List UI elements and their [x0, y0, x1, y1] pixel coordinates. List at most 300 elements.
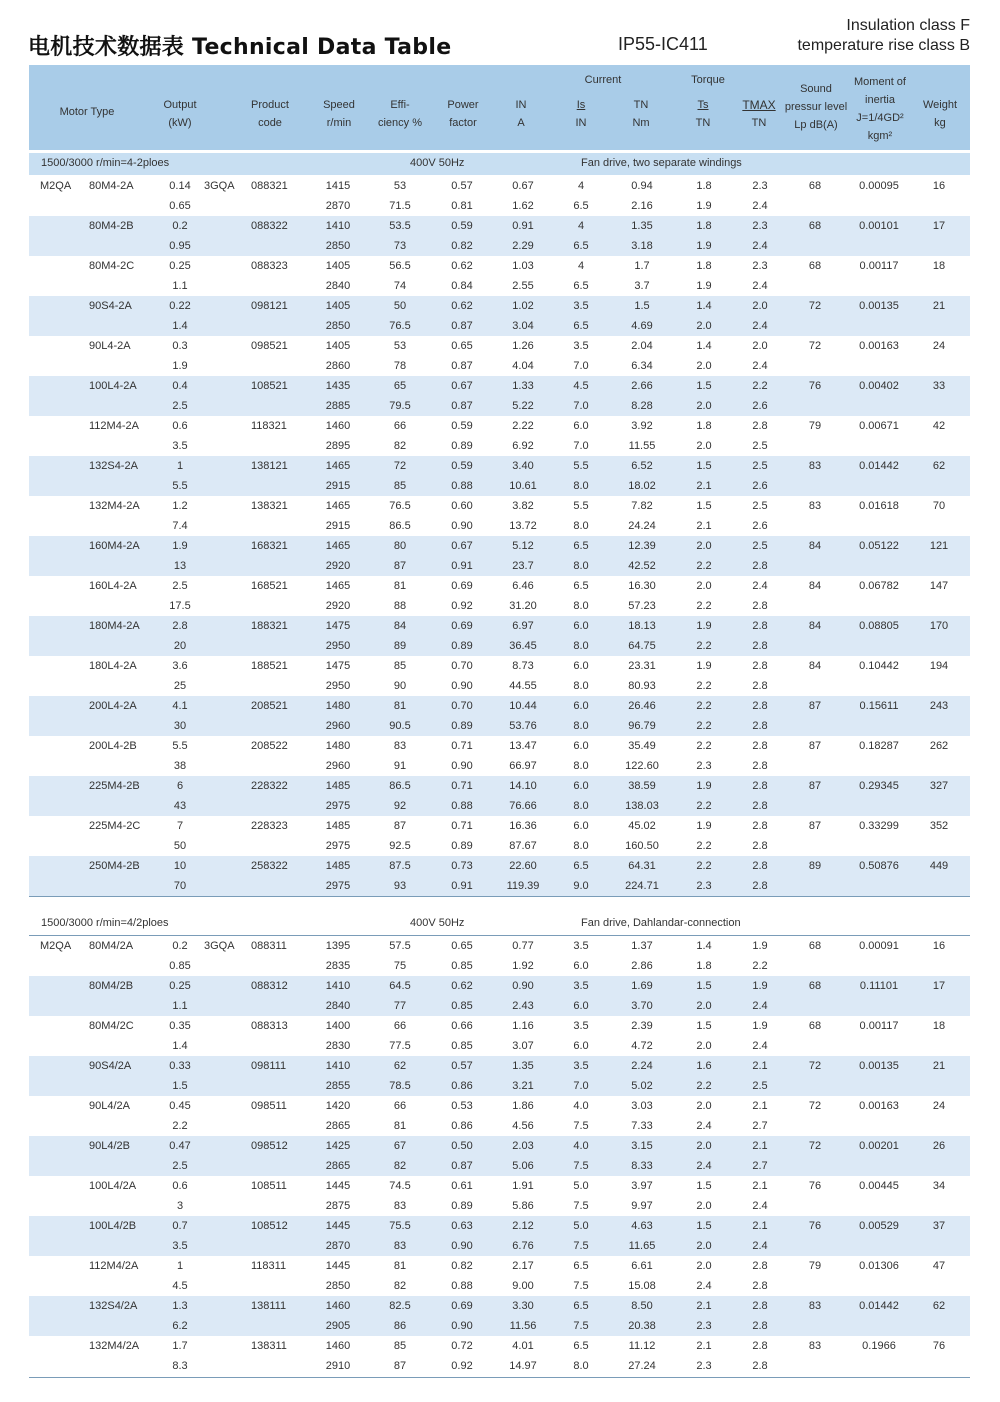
torque-ts-value: 1.9	[696, 200, 712, 212]
torque-ts-value: 2.2	[696, 560, 712, 572]
current-is-value: 7.5	[573, 1200, 589, 1212]
current-is-value: 8.0	[573, 1360, 589, 1372]
current-in-value: 5.12	[512, 540, 534, 552]
current-in-value: 5.22	[512, 400, 534, 412]
motor-type: 132M4/2A	[89, 1340, 140, 1352]
row-line-high-speed	[29, 1316, 970, 1336]
inertia-value: 0.00117	[859, 260, 899, 272]
torque-tn-value: 3.7	[634, 280, 650, 292]
sound-value: 84	[808, 540, 822, 552]
motor-type: 250M4-2B	[89, 860, 140, 872]
torque-ts-value: 1.9	[696, 620, 712, 632]
inertia-value: 0.00135	[859, 300, 899, 312]
torque-tmax-value: 2.8	[752, 620, 768, 632]
torque-tmax-value: 2.8	[752, 800, 768, 812]
current-is-value: 6.0	[573, 820, 589, 832]
row-line-low-speed	[29, 976, 970, 996]
efficiency-value: 83	[393, 740, 407, 752]
torque-tmax-value: 2.1	[752, 1060, 768, 1072]
row-line-low-speed	[29, 1216, 970, 1236]
efficiency-value: 78.5	[389, 1080, 411, 1092]
torque-tmax-value: 1.9	[752, 940, 768, 952]
col-is: Is IN	[575, 99, 587, 129]
row-line-high-speed	[29, 836, 970, 856]
torque-ts-value: 2.0	[696, 400, 712, 412]
efficiency-value: 82	[393, 1280, 407, 1292]
power-factor-value: 0.90	[451, 760, 473, 772]
efficiency-value: 76.5	[389, 500, 411, 512]
product-code: 188321	[251, 620, 288, 632]
weight-value: 121	[929, 540, 949, 552]
torque-tmax-value: 2.5	[752, 460, 768, 472]
efficiency-value: 77.5	[389, 1040, 411, 1052]
current-in-value: 2.03	[512, 1140, 534, 1152]
output-value: 20	[173, 640, 187, 652]
torque-tn-value: 8.33	[631, 1160, 653, 1172]
power-factor-value: 0.87	[451, 400, 473, 412]
sound-value: 68	[808, 980, 822, 992]
product-code: 118321	[251, 420, 287, 432]
power-factor-value: 0.90	[451, 680, 473, 692]
col-power-factor: Power factor	[447, 99, 479, 129]
current-in-value: 6.46	[512, 580, 534, 592]
sound-value: 87	[808, 820, 822, 832]
sound-value: 72	[808, 1100, 822, 1112]
current-in-value: 2.43	[512, 1000, 534, 1012]
section-drive: Fan drive, Dahlandar-connection	[581, 917, 741, 929]
col-group-current: Current	[584, 74, 622, 86]
torque-tn-value: 6.52	[631, 460, 653, 472]
torque-ts-value: 2.4	[696, 1120, 712, 1132]
sound-value: 76	[808, 1220, 822, 1232]
row-line-low-speed	[29, 536, 970, 556]
current-in-value: 1.03	[512, 260, 534, 272]
inertia-value: 0.00529	[859, 1220, 899, 1232]
col-weight: Weight kg	[922, 99, 958, 129]
torque-tmax-value: 2.8	[752, 660, 768, 672]
torque-ts-value: 1.5	[696, 980, 712, 992]
row-line-low-speed	[29, 216, 970, 236]
weight-value: 26	[932, 1140, 946, 1152]
current-in-value: 1.33	[512, 380, 534, 392]
efficiency-value: 50	[393, 300, 407, 312]
sound-value: 68	[808, 1020, 822, 1032]
current-is-value: 7.5	[573, 1240, 589, 1252]
speed-value: 2960	[325, 720, 351, 732]
current-is-value: 7.5	[573, 1320, 589, 1332]
torque-tmax-value: 2.8	[752, 820, 768, 832]
output-value: 6	[176, 780, 184, 792]
inertia-value: 0.29345	[859, 780, 899, 792]
torque-ts-value: 2.0	[696, 1100, 712, 1112]
torque-ts-value: 2.3	[696, 880, 712, 892]
sound-value: 83	[808, 500, 822, 512]
torque-tmax-value: 2.8	[752, 1280, 768, 1292]
product-code: 228322	[251, 780, 288, 792]
row-line-high-speed	[29, 556, 970, 576]
row-line-high-speed	[29, 476, 970, 496]
output-value: 0.3	[172, 340, 188, 352]
col-motor-type: Motor Type	[59, 106, 115, 118]
current-in-value: 87.67	[509, 840, 537, 852]
efficiency-value: 83	[393, 1240, 407, 1252]
efficiency-value: 87	[393, 560, 407, 572]
current-is-value: 3.5	[573, 1060, 589, 1072]
output-value: 0.33	[169, 1060, 191, 1072]
efficiency-value: 65	[393, 380, 407, 392]
row-line-low-speed	[29, 1176, 970, 1196]
inertia-value: 0.50876	[859, 860, 899, 872]
current-in-value: 5.86	[512, 1200, 534, 1212]
efficiency-value: 71.5	[389, 200, 411, 212]
current-in-value: 2.17	[512, 1260, 534, 1272]
speed-value: 1465	[325, 540, 351, 552]
current-is-value: 5.5	[573, 500, 589, 512]
power-factor-value: 0.70	[451, 660, 473, 672]
current-in-value: 31.20	[509, 600, 537, 612]
current-in-value: 0.67	[512, 180, 534, 192]
current-is-value: 8.0	[573, 800, 589, 812]
torque-ts-value: 1.9	[696, 280, 712, 292]
table-row	[29, 576, 970, 616]
current-is-value: 8.0	[573, 760, 589, 772]
sound-value: 68	[808, 940, 822, 952]
table-row	[29, 216, 970, 256]
efficiency-value: 81	[393, 1120, 407, 1132]
sound-value: 68	[808, 220, 822, 232]
power-factor-value: 0.57	[451, 180, 473, 192]
output-value: 0.65	[169, 200, 191, 212]
speed-value: 1400	[325, 1020, 351, 1032]
motor-type: 80M4-2C	[89, 260, 135, 272]
motor-type: 90S4-2A	[89, 300, 132, 312]
current-is-value: 7.0	[573, 400, 589, 412]
speed-value: 2975	[325, 800, 351, 812]
current-in-value: 36.45	[509, 640, 537, 652]
torque-ts-value: 2.0	[696, 320, 712, 332]
output-value: 1	[176, 1260, 184, 1272]
torque-tmax-value: 2.0	[752, 300, 768, 312]
torque-ts-value: 1.8	[696, 180, 712, 192]
torque-ts-value: 2.0	[696, 360, 712, 372]
efficiency-value: 87	[393, 1360, 407, 1372]
output-value: 2.5	[172, 1160, 188, 1172]
sound-value: 83	[808, 1340, 822, 1352]
torque-tmax-value: 2.8	[752, 1300, 768, 1312]
current-in-value: 3.82	[512, 500, 534, 512]
sound-value: 84	[808, 660, 822, 672]
torque-tn-value: 38.59	[628, 780, 656, 792]
speed-value: 1405	[325, 300, 351, 312]
torque-ts-value: 1.9	[696, 780, 712, 792]
product-code: 138321	[251, 500, 288, 512]
torque-tmax-value: 2.8	[752, 840, 768, 852]
motor-type: 132M4-2A	[89, 500, 140, 512]
row-line-low-speed	[29, 456, 970, 476]
power-factor-value: 0.62	[451, 300, 473, 312]
power-factor-value: 0.84	[451, 280, 473, 292]
inertia-value: 0.01442	[859, 1300, 899, 1312]
torque-tmax-value: 2.7	[752, 1120, 768, 1132]
torque-tmax-value: 2.8	[752, 1360, 768, 1372]
torque-tn-value: 6.61	[631, 1260, 653, 1272]
power-factor-value: 0.87	[451, 360, 473, 372]
speed-value: 1445	[325, 1220, 351, 1232]
power-factor-value: 0.86	[451, 1120, 473, 1132]
row-line-high-speed	[29, 876, 970, 896]
row-line-high-speed	[29, 956, 970, 976]
torque-tn-value: 2.86	[631, 960, 653, 972]
row-line-high-speed	[29, 716, 970, 736]
table-row	[29, 776, 970, 816]
power-factor-value: 0.71	[451, 740, 473, 752]
torque-tn-value: 23.31	[628, 660, 656, 672]
product-code: 098511	[251, 1100, 287, 1112]
motor-type: 80M4/2C	[89, 1020, 134, 1032]
torque-tn-value: 11.55	[628, 440, 656, 452]
speed-value: 2875	[325, 1200, 351, 1212]
sound-value: 87	[808, 780, 822, 792]
current-in-value: 4.04	[512, 360, 534, 372]
inertia-value: 0.00163	[859, 340, 899, 352]
torque-tmax-value: 2.8	[752, 700, 768, 712]
output-value: 5.5	[172, 480, 188, 492]
inertia-value: 0.33299	[859, 820, 899, 832]
current-is-value: 4	[577, 260, 585, 272]
efficiency-value: 53	[393, 340, 407, 352]
output-value: 50	[173, 840, 187, 852]
torque-tmax-value: 2.4	[752, 360, 768, 372]
motor-type: 100L4-2A	[89, 380, 137, 392]
torque-tn-value: 3.70	[631, 1000, 653, 1012]
weight-value: 76	[932, 1340, 946, 1352]
current-in-value: 3.21	[512, 1080, 534, 1092]
row-line-low-speed	[29, 336, 970, 356]
efficiency-value: 82	[393, 1160, 407, 1172]
current-is-value: 6.5	[573, 280, 589, 292]
current-in-value: 9.00	[512, 1280, 534, 1292]
torque-ts-value: 2.3	[696, 1320, 712, 1332]
torque-tn-value: 6.34	[631, 360, 653, 372]
torque-tmax-value: 2.8	[752, 740, 768, 752]
current-in-value: 1.35	[512, 1060, 534, 1072]
output-value: 0.4	[172, 380, 188, 392]
current-is-value: 5.5	[573, 460, 589, 472]
current-in-value: 13.72	[509, 520, 537, 532]
row-line-low-speed	[29, 616, 970, 636]
torque-ts-value: 1.8	[696, 220, 712, 232]
torque-tmax-value: 2.3	[752, 260, 768, 272]
weight-value: 16	[932, 180, 946, 192]
current-is-value: 8.0	[573, 680, 589, 692]
speed-value: 1460	[325, 1340, 351, 1352]
inertia-value: 0.1966	[862, 1340, 896, 1352]
row-line-low-speed	[29, 1256, 970, 1276]
torque-tn-value: 3.03	[631, 1100, 653, 1112]
weight-value: 47	[932, 1260, 946, 1272]
current-is-value: 7.0	[573, 1080, 589, 1092]
row-line-low-speed	[29, 856, 970, 876]
speed-value: 2840	[325, 1000, 351, 1012]
output-value: 13	[173, 560, 187, 572]
row-line-high-speed	[29, 516, 970, 536]
torque-ts-value: 2.2	[696, 720, 712, 732]
speed-value: 2860	[325, 360, 351, 372]
torque-ts-value: 1.5	[696, 1220, 712, 1232]
sound-value: 72	[808, 1140, 822, 1152]
motor-type: 180M4-2A	[89, 620, 140, 632]
power-factor-value: 0.67	[451, 540, 473, 552]
row-line-low-speed	[29, 696, 970, 716]
code-prefix: 3GQA	[204, 180, 235, 192]
weight-value: 24	[932, 340, 946, 352]
efficiency-value: 73	[393, 240, 407, 252]
speed-value: 1480	[325, 700, 351, 712]
inertia-value: 0.00095	[859, 180, 899, 192]
col-in: IN A	[515, 99, 527, 129]
current-is-value: 6.5	[573, 860, 589, 872]
power-factor-value: 0.90	[451, 1320, 473, 1332]
output-value: 1.3	[172, 1300, 188, 1312]
table-row	[29, 1136, 970, 1176]
current-is-value: 6.0	[573, 960, 589, 972]
torque-tmax-value: 2.5	[752, 1080, 768, 1092]
weight-value: 327	[929, 780, 949, 792]
power-factor-value: 0.62	[451, 260, 473, 272]
torque-tmax-value: 1.9	[752, 1020, 768, 1032]
current-in-value: 3.04	[512, 320, 534, 332]
motor-type: 132S4-2A	[89, 460, 138, 472]
product-code: 098111	[251, 1060, 287, 1072]
power-factor-value: 0.87	[451, 320, 473, 332]
output-value: 1	[176, 460, 184, 472]
torque-tn-value: 7.82	[631, 500, 653, 512]
power-factor-value: 0.82	[451, 240, 473, 252]
row-line-high-speed	[29, 596, 970, 616]
torque-tmax-value: 2.1	[752, 1140, 768, 1152]
torque-tmax-value: 2.3	[752, 180, 768, 192]
torque-ts-value: 2.2	[696, 680, 712, 692]
product-code: 088312	[251, 980, 288, 992]
output-value: 0.6	[172, 1180, 188, 1192]
inertia-value: 0.00163	[859, 1100, 899, 1112]
torque-tn-value: 8.50	[631, 1300, 653, 1312]
inertia-value: 0.00101	[859, 220, 899, 232]
efficiency-value: 56.5	[389, 260, 411, 272]
torque-tmax-value: 2.8	[752, 1260, 768, 1272]
torque-tn-value: 2.39	[631, 1020, 653, 1032]
sound-value: 83	[808, 1300, 822, 1312]
efficiency-value: 76.5	[389, 320, 411, 332]
motor-type: 90L4/2B	[89, 1140, 130, 1152]
power-factor-value: 0.65	[451, 940, 473, 952]
torque-tmax-value: 2.4	[752, 1240, 768, 1252]
torque-tmax-value: 2.8	[752, 680, 768, 692]
torque-tn-value: 3.92	[631, 420, 653, 432]
power-factor-value: 0.85	[451, 960, 473, 972]
speed-value: 2910	[325, 1360, 351, 1372]
output-value: 0.25	[169, 980, 191, 992]
power-factor-value: 0.89	[451, 840, 473, 852]
speed-value: 2855	[325, 1080, 351, 1092]
output-value: 6.2	[172, 1320, 188, 1332]
output-value: 1.7	[172, 1340, 188, 1352]
torque-tmax-value: 2.4	[752, 580, 768, 592]
current-is-value: 8.0	[573, 600, 589, 612]
torque-ts-value: 2.1	[696, 1300, 712, 1312]
current-is-value: 8.0	[573, 480, 589, 492]
power-factor-value: 0.53	[451, 1100, 473, 1112]
efficiency-value: 82	[393, 440, 407, 452]
torque-tn-value: 1.69	[631, 980, 653, 992]
torque-tn-value: 15.08	[628, 1280, 656, 1292]
insulation-class: Insulation class F	[846, 17, 970, 34]
row-line-high-speed	[29, 316, 970, 336]
row-line-high-speed	[29, 796, 970, 816]
page-title: 电机技术数据表 Technical Data Table	[28, 35, 452, 60]
current-in-value: 13.47	[509, 740, 537, 752]
table-row	[29, 696, 970, 736]
current-is-value: 6.5	[573, 200, 589, 212]
efficiency-value: 92.5	[389, 840, 411, 852]
output-value: 0.7	[172, 1220, 188, 1232]
table-row	[29, 256, 970, 296]
temperature-rise-class: temperature rise class B	[797, 37, 970, 54]
current-is-value: 4	[577, 220, 585, 232]
speed-value: 1445	[325, 1260, 351, 1272]
torque-tn-value: 4.69	[631, 320, 653, 332]
torque-tmax-value: 2.8	[752, 880, 768, 892]
current-is-value: 6.0	[573, 740, 589, 752]
sound-value: 83	[808, 460, 822, 472]
current-is-value: 8.0	[573, 520, 589, 532]
motor-type: 225M4-2C	[89, 820, 141, 832]
torque-ts-value: 2.2	[696, 640, 712, 652]
current-in-value: 3.40	[512, 460, 534, 472]
torque-ts-value: 2.0	[696, 580, 712, 592]
output-value: 3.5	[172, 1240, 188, 1252]
torque-tmax-value: 2.8	[752, 860, 768, 872]
output-value: 38	[173, 760, 187, 772]
sound-value: 79	[808, 420, 822, 432]
current-in-value: 1.16	[512, 1020, 534, 1032]
table-row	[29, 176, 970, 216]
current-in-value: 22.60	[509, 860, 537, 872]
table-row	[29, 1296, 970, 1336]
torque-ts-value: 2.0	[696, 1260, 712, 1272]
inertia-value: 0.00201	[859, 1140, 899, 1152]
power-factor-value: 0.81	[451, 200, 473, 212]
efficiency-value: 84	[393, 620, 407, 632]
inertia-value: 0.08805	[859, 620, 899, 632]
output-value: 70	[173, 880, 187, 892]
table-row	[29, 816, 970, 856]
output-value: 2.5	[172, 400, 188, 412]
table-row	[29, 1096, 970, 1136]
power-factor-value: 0.60	[451, 500, 473, 512]
inertia-value: 0.00135	[859, 1060, 899, 1072]
current-in-value: 2.55	[512, 280, 534, 292]
output-value: 0.22	[169, 300, 191, 312]
power-factor-value: 0.69	[451, 620, 473, 632]
torque-tmax-value: 2.5	[752, 500, 768, 512]
current-in-value: 6.92	[512, 440, 534, 452]
sound-value: 72	[808, 300, 822, 312]
power-factor-value: 0.73	[451, 860, 473, 872]
motor-type: 80M4-2A	[89, 180, 134, 192]
output-value: 2.8	[172, 620, 188, 632]
row-line-low-speed	[29, 416, 970, 436]
